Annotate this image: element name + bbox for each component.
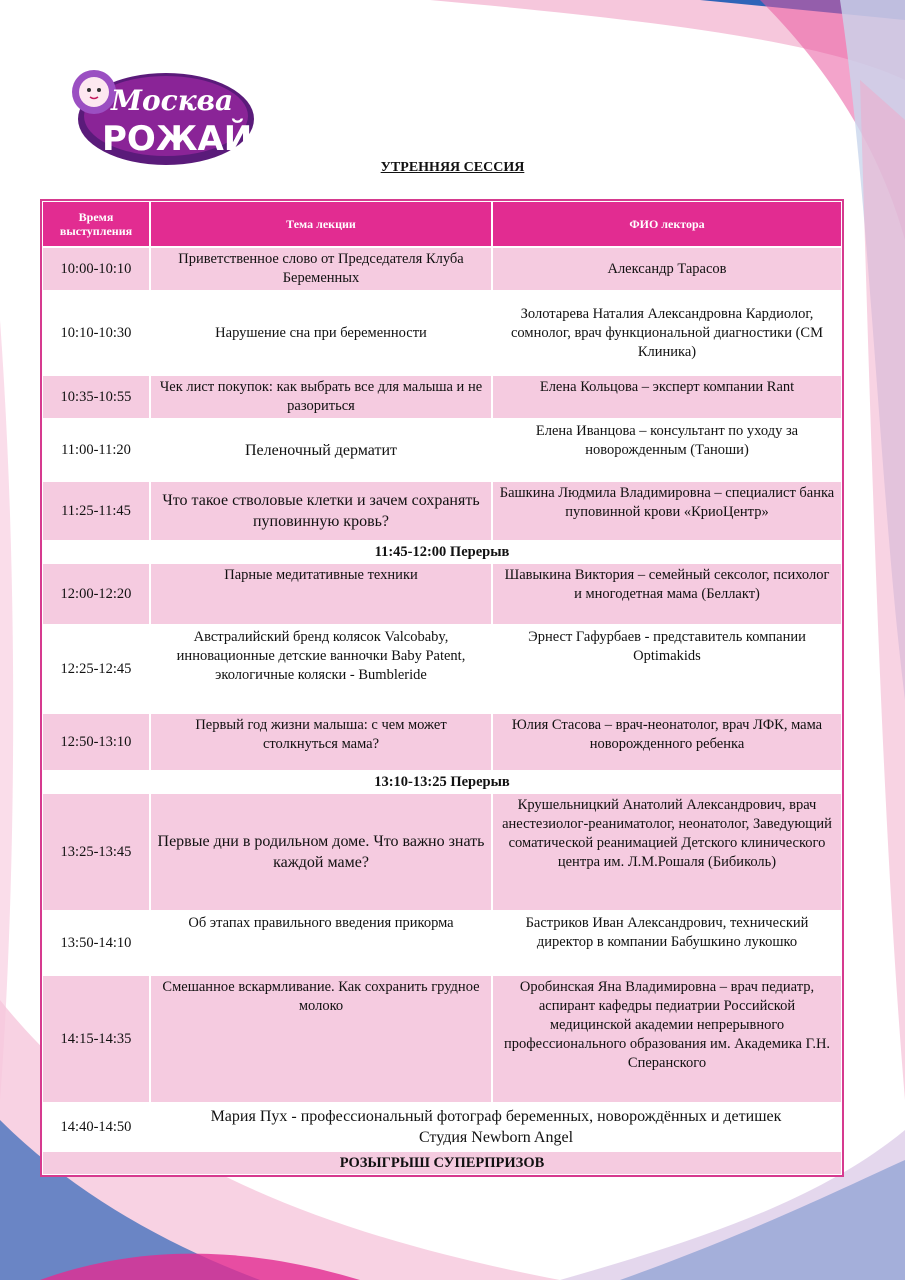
time-cell: 11:00-11:20 [42,419,150,481]
speaker-cell: Юлия Стасова – врач-неонатолог, врач ЛФК, мама новорожденного ребенка [492,713,842,771]
speaker-cell: Александр Тарасов [492,247,842,291]
topic-cell: Австралийский бренд колясок Valcobaby, инновационные детские ванночки Baby Patent, экологичные коляски - Bumbleride [150,625,492,713]
table-row [42,793,842,911]
table-row [42,375,842,419]
table-row [42,975,842,1103]
session-title: УТРЕННЯЯ СЕССИЯ [380,160,525,175]
time-cell: 14:15-14:35 [42,975,150,1103]
final-row [42,1151,842,1175]
break-row [42,541,842,563]
time-cell: 11:25-11:45 [42,481,150,541]
time-cell: 10:10-10:30 [42,291,150,375]
table-row [42,291,842,375]
time-cell: 14:40-14:50 [42,1103,150,1151]
header-time: Время выступления [42,201,150,247]
time-cell: 12:50-13:10 [42,713,150,771]
speaker-cell: Бастриков Иван Александрович, технический директор в компании Бабушкино лукошко [492,911,842,975]
table-row [42,713,842,771]
table-row [42,247,842,291]
topic-cell: Пеленочный дерматит [150,419,492,481]
header-speaker: ФИО лектора [492,201,842,247]
topic-cell: Первые дни в родильном доме. Что важно знать каждой маме? [150,793,492,911]
final-label: РОЗЫГРЫШ СУПЕРПРИЗОВ [42,1151,842,1175]
topic-cell: Первый год жизни малыша: с чем может столкнуться мама? [150,713,492,771]
table-header [42,201,842,247]
speaker-cell: Крушельницкий Анатолий Александрович, врач анестезиолог-реаниматолог, неонатолог, Заведующий соматической реанимацией Детского клинического центра им. Л.М.Рошаля (Бибиколь) [492,793,842,911]
logo-word-2: РОЖАЙ [102,119,253,159]
merged-line-1: Мария Пух - профессиональный фотограф беременных, новорождённых и детишек [210,1108,782,1125]
speaker-cell: Шавыкина Виктория – семейный сексолог, психолог и многодетная мама (Беллакт) [492,563,842,625]
table-row [42,481,842,541]
topic-cell: Приветственное слово от Председателя Клуба Беременных [150,247,492,291]
topic-cell: Парные медитативные техники [150,563,492,625]
table-row [42,419,842,481]
table-row [42,911,842,975]
speaker-cell: Елена Кольцова – эксперт компании Rant [492,375,842,419]
schedule-table [40,199,844,1177]
speaker-cell: Елена Иванцова – консультант по уходу за новорожденным (Таноши) [492,419,842,481]
speaker-cell: Эрнест Гафурбаев - представитель компании Optimakids [492,625,842,713]
time-cell: 12:00-12:20 [42,563,150,625]
time-cell: 10:00-10:10 [42,247,150,291]
table-row [42,625,842,713]
speaker-cell: Башкина Людмила Владимировна – специалист банка пуповинной крови «КриоЦентр» [492,481,842,541]
logo-word-1: Москва [111,84,234,117]
topic-cell: Чек лист покупок: как выбрать все для малыша и не разориться [150,375,492,419]
topic-cell: Нарушение сна при беременности [150,291,492,375]
time-cell: 13:50-14:10 [42,911,150,975]
table-row [42,1103,842,1151]
speaker-cell: Золотарева Наталия Александровна Кардиолог, сомнолог, врач функциональной диагностики (СМ Клиника) [492,291,842,375]
topic-cell: Что такое стволовые клетки и зачем сохранять пуповинную кровь? [150,481,492,541]
break-row [42,771,842,793]
brand-logo [66,64,256,170]
break-label: 11:45-12:00 Перерыв [42,541,842,563]
merged-cell [150,1103,842,1151]
topic-cell: Об этапах правильного введения прикорма [150,911,492,975]
merged-line-2: Студия Newborn Angel [418,1129,574,1146]
time-cell: 10:35-10:55 [42,375,150,419]
speaker-cell: Оробинская Яна Владимировна – врач педиатр, аспирант кафедры педиатрии Российской медицинской академии непрерывного профессионального образования им. Академика Г.Н. Сперанского [492,975,842,1103]
time-cell: 13:25-13:45 [42,793,150,911]
break-label: 13:10-13:25 Перерыв [42,771,842,793]
header-topic: Тема лекции [150,201,492,247]
time-cell: 12:25-12:45 [42,625,150,713]
topic-cell: Смешанное вскармливание. Как сохранить грудное молоко [150,975,492,1103]
table-row [42,563,842,625]
